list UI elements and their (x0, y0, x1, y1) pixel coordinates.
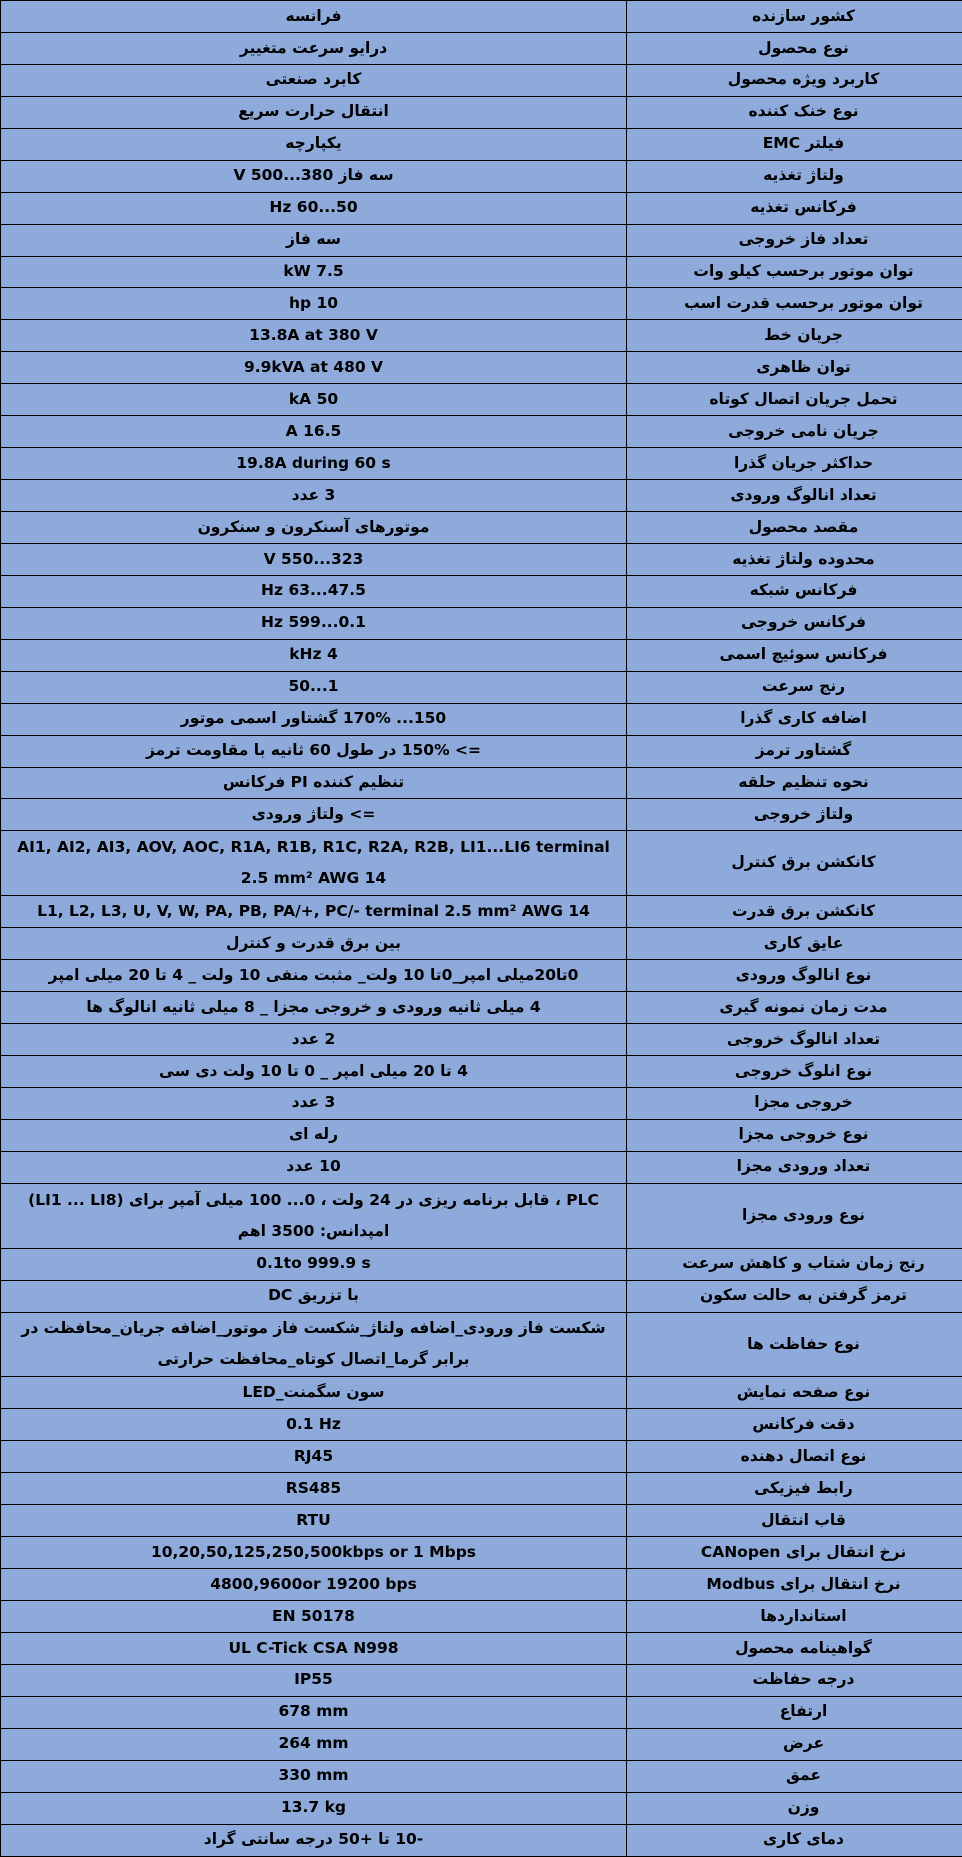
spec-value-text: 0.1to 999.9 s (256, 1254, 371, 1273)
spec-label: نوع محصول (627, 32, 962, 64)
spec-label: نوع انالوگ ورودی (627, 960, 962, 992)
spec-value: 19.8A during 60 s (1, 448, 627, 480)
table-row (1, 1473, 962, 1505)
spec-value: 7.5 kW (1, 256, 627, 288)
spec-value-text: 10,20,50,125,250,500kbps or 1 Mbps (150, 1542, 477, 1561)
spec-value: 10 hp (1, 288, 627, 320)
spec-value: 0.1...599 Hz (1, 607, 627, 639)
spec-label: تعداد انالوگ ورودی (627, 480, 962, 512)
spec-table-body (1, 1, 962, 1857)
spec-label: کشور سازنده (627, 1, 962, 33)
table-row (1, 1280, 962, 1312)
spec-value-text: 330 mm (278, 1766, 349, 1785)
spec-label: حداکثر جریان گذرا (627, 448, 962, 480)
spec-value (1, 1248, 627, 1280)
table-row (1, 480, 962, 512)
table-row (1, 192, 962, 224)
table-row (1, 1024, 962, 1056)
table-row (1, 256, 962, 288)
table-row (1, 1441, 962, 1473)
spec-label: نوع حفاظت ها (627, 1312, 962, 1377)
spec-value: 0تا20میلی امپر_0تا 10 ولت_ مثبت منفی 10 ولت _ 4 تا 20 میلی امپر (1, 960, 627, 992)
spec-label: توان موتور برحسب کیلو وات (627, 256, 962, 288)
spec-label: درجه حفاظت (627, 1664, 962, 1696)
table-row (1, 416, 962, 448)
spec-value: سون سگمنت_LED (1, 1377, 627, 1409)
table-row (1, 384, 962, 416)
spec-label: کانکشن برق کنترل (627, 831, 962, 896)
table-row (1, 1377, 962, 1409)
spec-value (1, 1505, 627, 1537)
table-row (1, 448, 962, 480)
table-row (1, 960, 962, 992)
spec-label: تعداد انالوگ خروجی (627, 1024, 962, 1056)
spec-value (1, 1409, 627, 1441)
spec-label: ولتاژ تغذیه (627, 160, 962, 192)
spec-value: 16.5 A (1, 416, 627, 448)
spec-value: => 150% در طول 60 ثانیه با مقاومت ترمز (1, 735, 627, 767)
spec-label: استانداردها (627, 1601, 962, 1633)
spec-value: PLC ، قابل برنامه ریزی در 24 ولت ، 0... 100 میلی آمپر برای (LI1 ... LI8) امپدانس: 3500 اهم (1, 1183, 627, 1248)
spec-label: نرخ انتقال برای Modbus (627, 1569, 962, 1601)
table-row (1, 831, 962, 896)
table-row (1, 1151, 962, 1183)
spec-label: فیلتر EMC (627, 128, 962, 160)
spec-label: نوع ورودی مجزا (627, 1183, 962, 1248)
spec-value-text: 4800,9600or 19200 bps (210, 1574, 417, 1593)
table-row (1, 575, 962, 607)
spec-value (1, 1537, 627, 1569)
table-row (1, 160, 962, 192)
table-row (1, 735, 962, 767)
spec-label: توان ظاهری (627, 352, 962, 384)
table-row (1, 671, 962, 703)
spec-label: نوع انلوگ خروجی (627, 1055, 962, 1087)
spec-label: قاب انتقال (627, 1505, 962, 1537)
table-row (1, 799, 962, 831)
table-row (1, 224, 962, 256)
table-row (1, 1760, 962, 1792)
spec-label: اضافه کاری گذرا (627, 703, 962, 735)
spec-value: موتورهای آسنکرون و سنکرون (1, 512, 627, 544)
spec-value: 3 عدد (1, 1087, 627, 1119)
spec-label: رابط فیزیکی (627, 1473, 962, 1505)
table-row (1, 1569, 962, 1601)
spec-value: 47.5...63 Hz (1, 575, 627, 607)
table-row (1, 639, 962, 671)
spec-label: ترمز گرفتن به حالت سکون (627, 1280, 962, 1312)
spec-label: عرض (627, 1728, 962, 1760)
table-row (1, 928, 962, 960)
spec-label: مدت زمان نمونه گیری (627, 992, 962, 1024)
spec-value: -10 تا +50 درجه سانتی گراد (1, 1824, 627, 1856)
spec-value-text: 0.1 Hz (286, 1414, 341, 1433)
table-row (1, 1632, 962, 1664)
table-row (1, 1824, 962, 1856)
spec-value: با تزریق DC (1, 1280, 627, 1312)
spec-value: => ولتاژ ورودی (1, 799, 627, 831)
table-row (1, 64, 962, 96)
table-row (1, 128, 962, 160)
spec-value: بین برق قدرت و کنترل (1, 928, 627, 960)
table-row (1, 288, 962, 320)
spec-value-text: 678 mm (278, 1702, 349, 1721)
spec-value (1, 1473, 627, 1505)
spec-label: نرخ انتقال برای CANopen (627, 1537, 962, 1569)
spec-label: کاربرد ویژه محصول (627, 64, 962, 96)
table-row (1, 543, 962, 575)
spec-value: 9.9kVA at 480 V (1, 352, 627, 384)
spec-value: 4 میلی ثانیه ورودی و خروجی مجزا _ 8 میلی ثانیه انالوگ ها (1, 992, 627, 1024)
spec-label: تعداد فاز خروجی (627, 224, 962, 256)
spec-value (1, 1792, 627, 1824)
table-row (1, 1119, 962, 1151)
table-row (1, 1537, 962, 1569)
table-row (1, 96, 962, 128)
table-row (1, 1409, 962, 1441)
spec-value (1, 1728, 627, 1760)
spec-value (1, 1441, 627, 1473)
spec-value: انتقال حرارت سریع (1, 96, 627, 128)
table-row (1, 320, 962, 352)
spec-label: رنج سرعت (627, 671, 962, 703)
spec-label: عمق (627, 1760, 962, 1792)
spec-label: کانکشن برق قدرت (627, 896, 962, 928)
table-row (1, 1055, 962, 1087)
spec-value: 50...60 Hz (1, 192, 627, 224)
spec-value: فرانسه (1, 1, 627, 33)
spec-label: ولتاژ خروجی (627, 799, 962, 831)
spec-value: 1...50 (1, 671, 627, 703)
spec-value: رله ای (1, 1119, 627, 1151)
spec-value (1, 831, 627, 896)
spec-value: 323...550 V (1, 543, 627, 575)
spec-value: 2 عدد (1, 1024, 627, 1056)
spec-value: سه فاز (1, 224, 627, 256)
spec-value-text: L1, L2, L3, U, V, W, PA, PB, PA/+, PC/- terminal 2.5 mm² AWG 14 (37, 901, 590, 920)
spec-label: دقت فرکانس (627, 1409, 962, 1441)
table-row (1, 1248, 962, 1280)
spec-value: 4 تا 20 میلی امپر _ 0 تا 10 ولت دی سی (1, 1055, 627, 1087)
spec-label: محدوده ولتاژ تغذیه (627, 543, 962, 575)
spec-value: 4 kHz (1, 639, 627, 671)
table-row (1, 32, 962, 64)
spec-label: تحمل جریان اتصال کوتاه (627, 384, 962, 416)
spec-value: درایو سرعت متغییر (1, 32, 627, 64)
spec-label: جریان خط (627, 320, 962, 352)
spec-label: نوع اتصال دهنده (627, 1441, 962, 1473)
spec-value-text: IP55 (294, 1670, 333, 1689)
spec-label: مقصد محصول (627, 512, 962, 544)
table-row (1, 992, 962, 1024)
spec-value-text: RS485 (285, 1478, 342, 1497)
spec-label: گشتاور ترمز (627, 735, 962, 767)
spec-label: فرکانس تغذیه (627, 192, 962, 224)
spec-value (1, 1601, 627, 1633)
spec-label: جریان نامی خروجی (627, 416, 962, 448)
spec-label: فرکانس خروجی (627, 607, 962, 639)
spec-label: عایق کاری (627, 928, 962, 960)
spec-value (1, 1696, 627, 1728)
spec-label: گواهینامه محصول (627, 1632, 962, 1664)
spec-label: تعداد ورودی مجزا (627, 1151, 962, 1183)
table-row (1, 607, 962, 639)
spec-label: خروجی مجزا (627, 1087, 962, 1119)
spec-label: فرکانس شبکه (627, 575, 962, 607)
spec-value: شکست فاز ورودی_اضافه ولتاژ_شکست فاز موتور_اضافه جریان_محافظت در برابر گرما_اتصال کوتاه_محافظت حرارتی (1, 1312, 627, 1377)
spec-value (1, 1664, 627, 1696)
table-row (1, 703, 962, 735)
spec-value-text: AI1, AI2, AI3, AOV, AOC, R1A, R1B, R1C, R2A, R2B, LI1...LI6 terminal 2.5 mm² AWG 14 (17, 838, 610, 888)
spec-value (1, 896, 627, 928)
table-row (1, 1312, 962, 1377)
table-row (1, 1792, 962, 1824)
spec-label: توان موتور برحسب قدرت اسب (627, 288, 962, 320)
spec-label: نوع صفحه نمایش (627, 1377, 962, 1409)
spec-value-text: RTU (296, 1510, 331, 1529)
spec-value-text: RJ45 (293, 1446, 334, 1465)
table-row (1, 767, 962, 799)
table-row (1, 1696, 962, 1728)
spec-value: 50 kA (1, 384, 627, 416)
table-row (1, 352, 962, 384)
table-row (1, 1505, 962, 1537)
table-row (1, 1183, 962, 1248)
table-row (1, 1087, 962, 1119)
table-row (1, 896, 962, 928)
spec-value (1, 1569, 627, 1601)
spec-label: ارتفاع (627, 1696, 962, 1728)
spec-value-text: 13.7 kg (280, 1798, 347, 1817)
table-row (1, 1601, 962, 1633)
spec-value: 3 عدد (1, 480, 627, 512)
spec-value: 10 عدد (1, 1151, 627, 1183)
spec-value-text: EN 50178 (272, 1606, 355, 1625)
table-row (1, 1664, 962, 1696)
spec-label: نوع خنک کننده (627, 96, 962, 128)
spec-label: دمای کاری (627, 1824, 962, 1856)
spec-value (1, 1760, 627, 1792)
spec-value: سه فاز 380...500 V (1, 160, 627, 192)
spec-label: فرکانس سوئیچ اسمی (627, 639, 962, 671)
spec-value: یکپارچه (1, 128, 627, 160)
spec-value: 13.8A at 380 V (1, 320, 627, 352)
table-row (1, 1728, 962, 1760)
spec-label: وزن (627, 1792, 962, 1824)
spec-label: نوع خروجی مجزا (627, 1119, 962, 1151)
spec-value: کابرد صنعتی (1, 64, 627, 96)
spec-value-text: 264 mm (278, 1734, 349, 1753)
spec-label: رنج زمان شتاب و کاهش سرعت (627, 1248, 962, 1280)
spec-value (1, 1632, 627, 1664)
spec-value: 150... 170% گشتاور اسمی موتور (1, 703, 627, 735)
table-row (1, 1, 962, 33)
spec-label: نحوه تنظیم حلقه (627, 767, 962, 799)
spec-value: تنظیم کننده PI فرکانس (1, 767, 627, 799)
table-row (1, 512, 962, 544)
spec-value-text: UL C-Tick CSA N998 (228, 1638, 399, 1657)
